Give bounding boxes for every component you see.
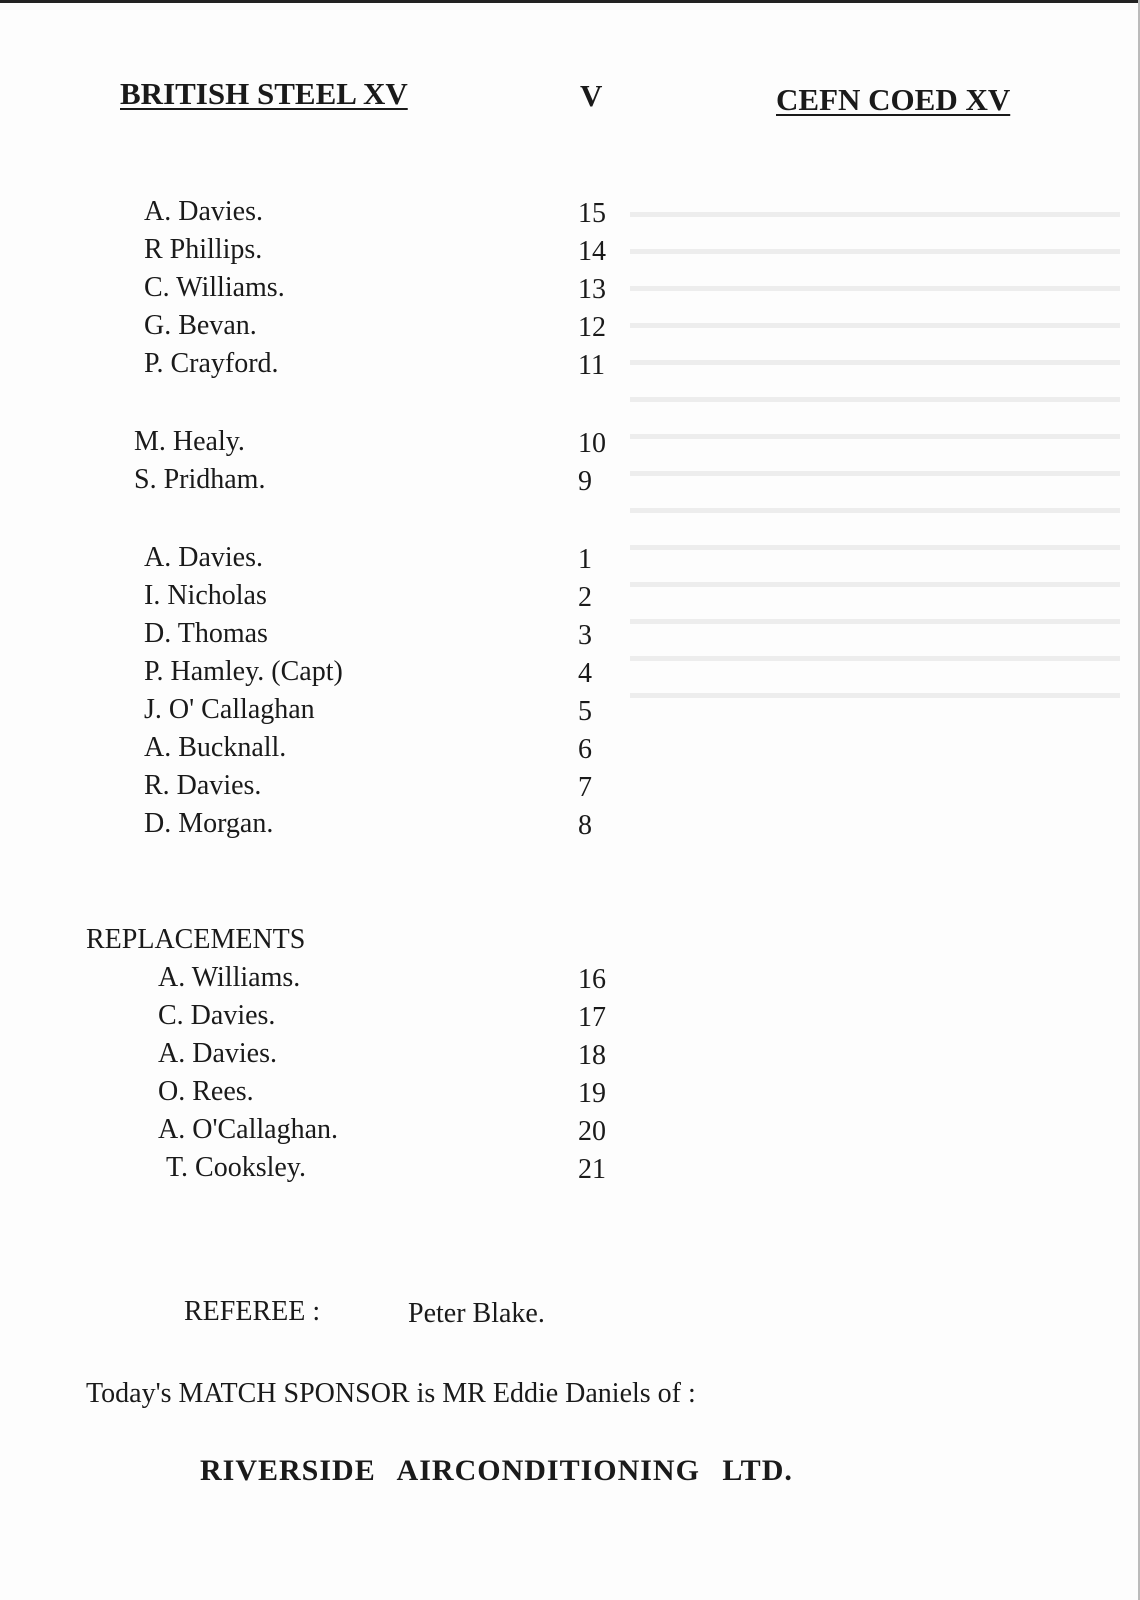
player-number: 2: [578, 582, 592, 613]
away-team-title: CEFN COED XV: [776, 82, 1011, 117]
player-name: P. Crayford.: [144, 348, 279, 379]
player-number: 7: [578, 772, 592, 803]
player-number: 10: [578, 428, 606, 459]
player-name: D. Thomas: [144, 618, 268, 649]
player-name: D. Morgan.: [144, 808, 274, 839]
player-number: 13: [578, 274, 606, 305]
replacement-number: 19: [578, 1078, 606, 1109]
player-number: 11: [578, 350, 605, 381]
scan-edge-top: [0, 0, 1140, 3]
player-name: S. Pridham.: [134, 464, 266, 495]
player-number: 8: [578, 810, 592, 841]
player-number: 14: [578, 236, 606, 267]
sponsor-company: RIVERSIDE AIRCONDITIONING LTD.: [200, 1454, 793, 1487]
replacement-name: A. O'Callaghan.: [158, 1114, 339, 1145]
replacement-name: T. Cooksley.: [166, 1152, 306, 1183]
replacement-number: 17: [578, 1002, 606, 1033]
player-name: R Phillips.: [144, 234, 263, 265]
sponsor-text: Today's MATCH SPONSOR is MR Eddie Daniels of :: [86, 1378, 696, 1409]
player-name: I. Nicholas: [144, 580, 267, 611]
player-number: 4: [578, 658, 592, 689]
replacement-number: 18: [578, 1040, 606, 1071]
replacement-number: 16: [578, 964, 606, 995]
show-through-text: [630, 180, 1120, 1080]
replacement-name: O. Rees.: [158, 1076, 254, 1107]
player-name: R. Davies.: [144, 770, 262, 801]
player-number: 12: [578, 312, 606, 343]
player-name: J. O' Callaghan: [144, 694, 315, 725]
player-number: 9: [578, 466, 592, 497]
player-name: C. Williams.: [144, 272, 285, 303]
player-name: M. Healy.: [134, 426, 245, 457]
player-number: 15: [578, 198, 606, 229]
player-number: 3: [578, 620, 592, 651]
replacement-number: 20: [578, 1116, 606, 1147]
home-team-title: BRITISH STEEL XV: [120, 76, 408, 111]
player-number: 6: [578, 734, 592, 765]
replacement-number: 21: [578, 1154, 606, 1185]
player-number: 5: [578, 696, 592, 727]
player-number: 1: [578, 544, 592, 575]
player-name: A. Davies.: [144, 196, 263, 227]
referee-label: REFEREE :: [184, 1296, 321, 1327]
versus-label: V: [580, 78, 603, 113]
player-name: A. Davies.: [144, 542, 263, 573]
player-name: G. Bevan.: [144, 310, 257, 341]
referee-name: Peter Blake.: [408, 1298, 545, 1329]
replacements-heading: REPLACEMENTS: [86, 924, 306, 955]
player-name: P. Hamley. (Capt): [144, 656, 343, 687]
replacement-name: C. Davies.: [158, 1000, 276, 1031]
replacement-name: A. Williams.: [158, 962, 301, 993]
replacement-name: A. Davies.: [158, 1038, 277, 1069]
player-name: A. Bucknall.: [144, 732, 287, 763]
